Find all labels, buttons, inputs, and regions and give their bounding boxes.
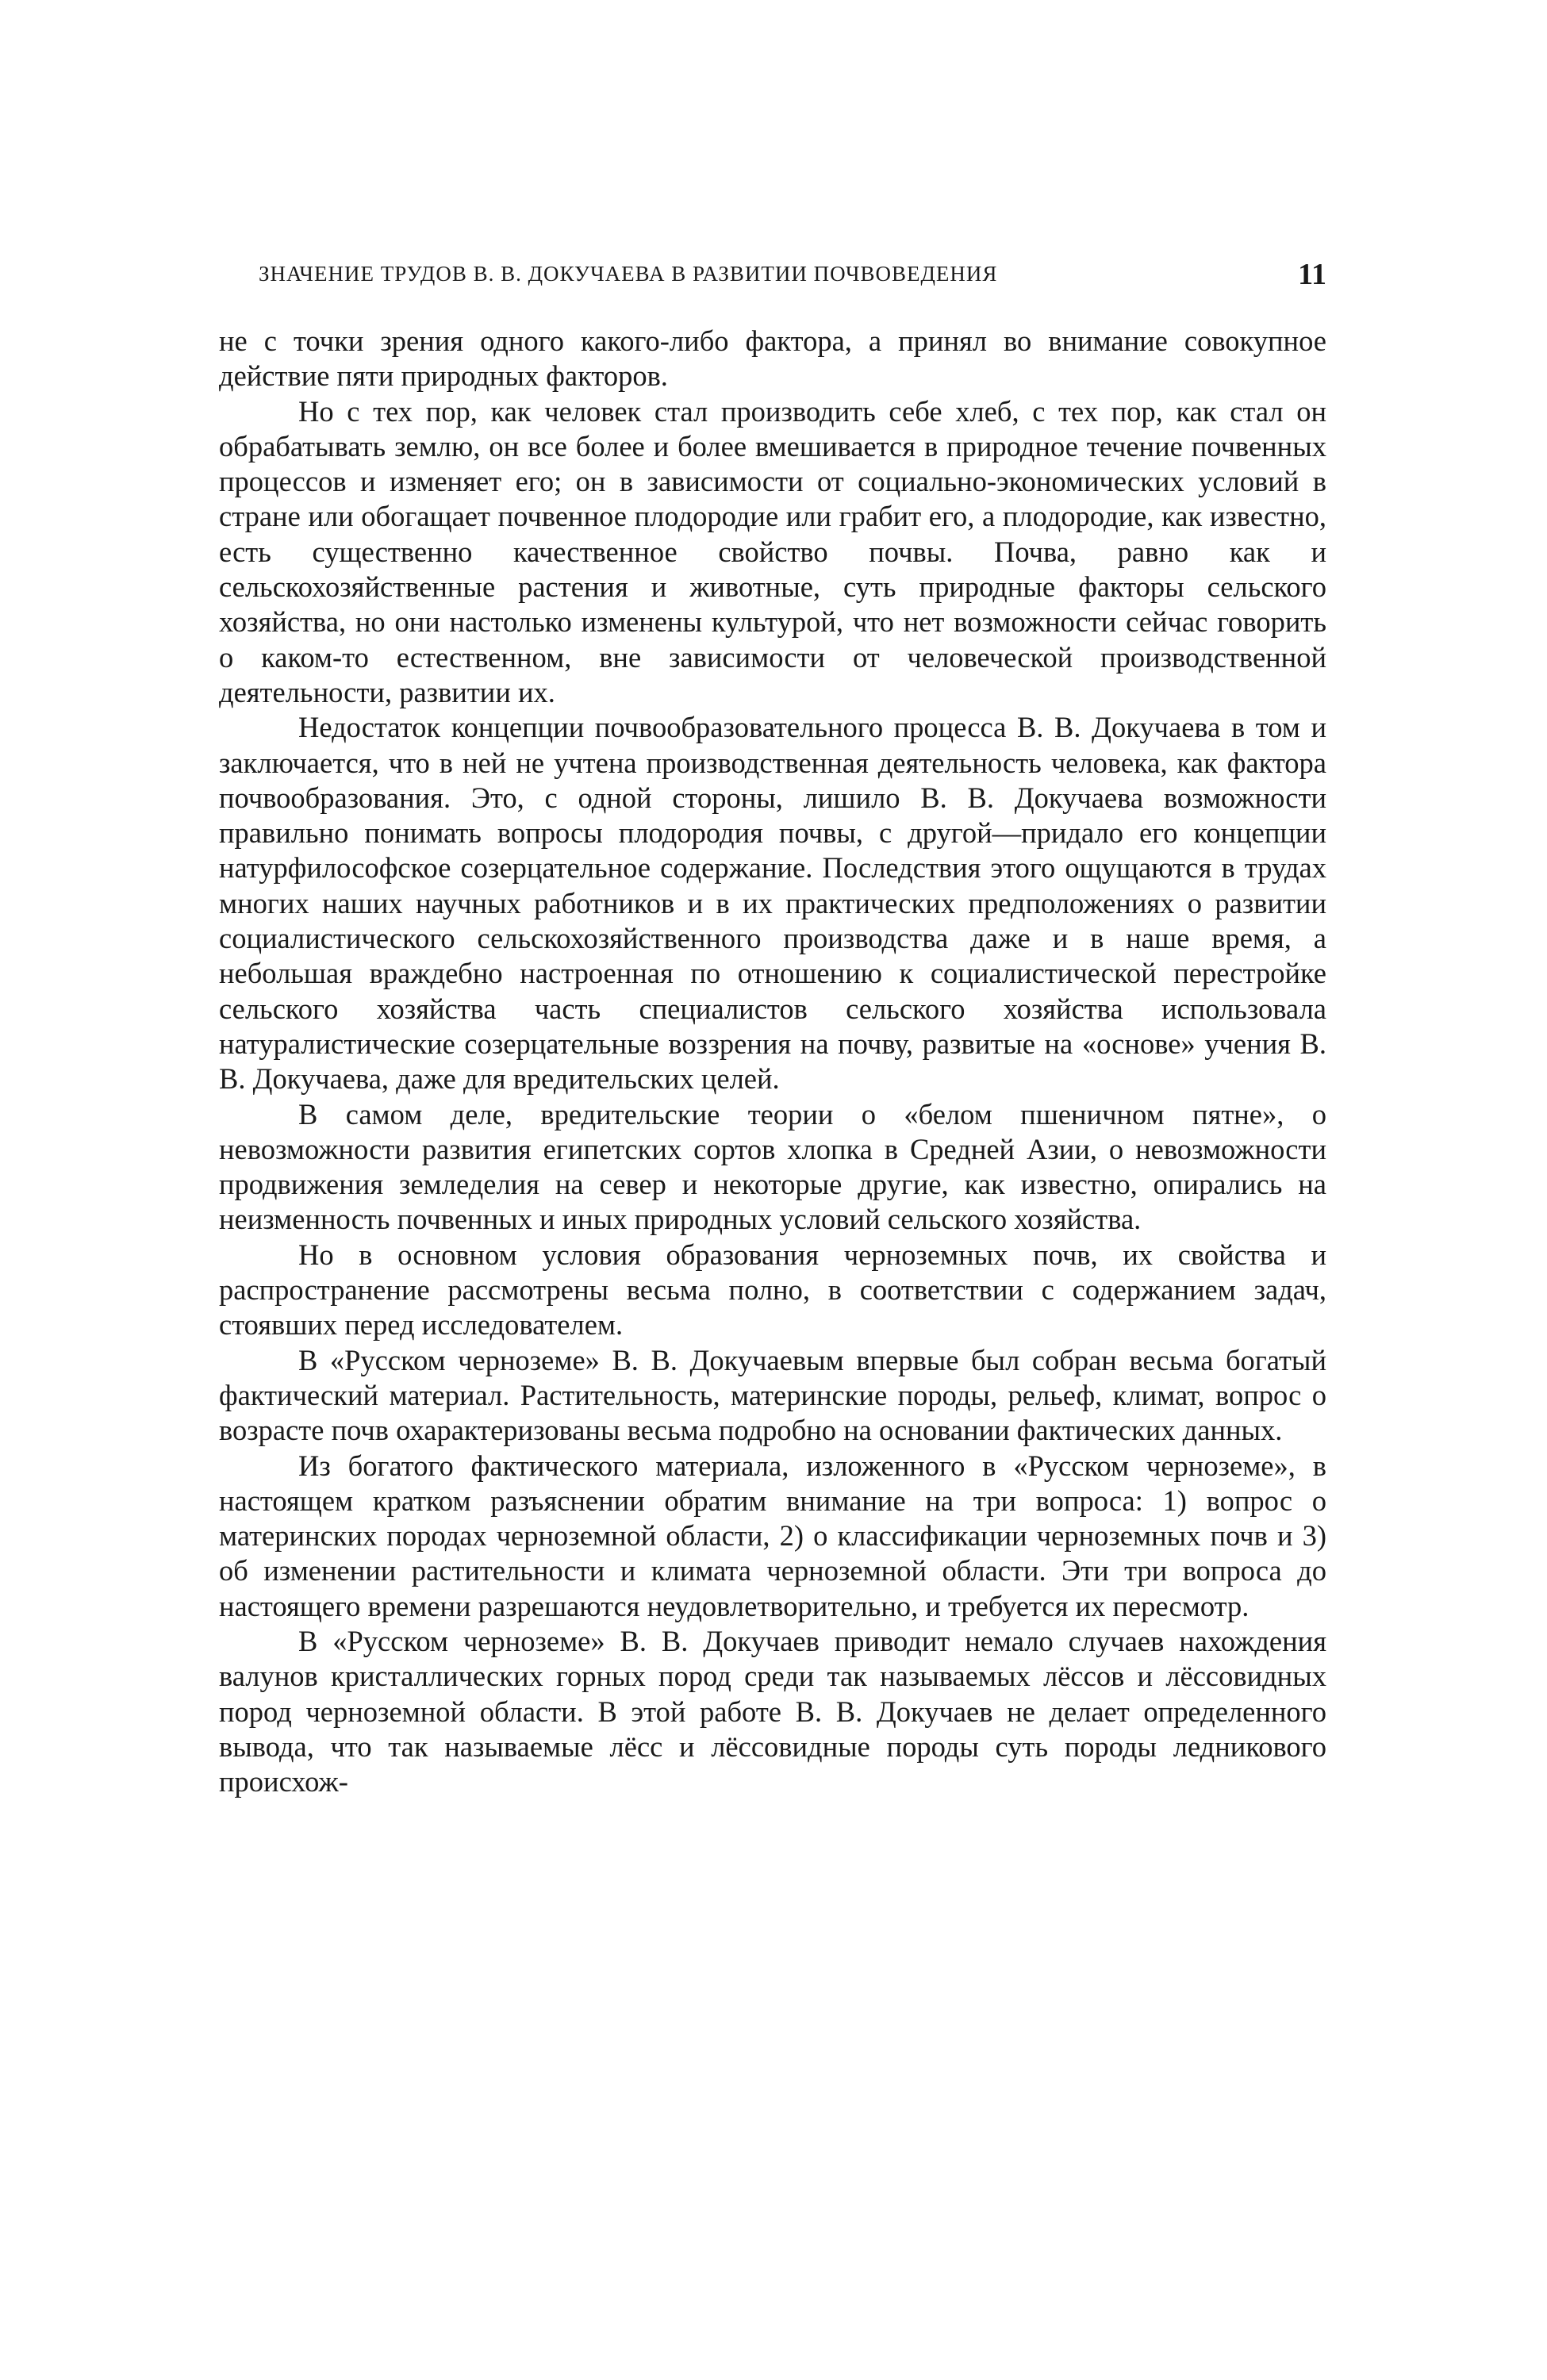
paragraph: Но в основном условия образования черноземных почв, их свойства и распространение рассмотрены весьма полно, в соответствии с содержанием задач, стоявших перед исследователем.: [219, 1238, 1326, 1342]
paragraph: Но с тех пор, как человек стал производить себе хлеб, с тех пор, как стал он обрабатывать землю, он все более и более вмешивается в природное течение почвенных процессов и изменяет его; он в зависимости от социально-экономических условий в стране или обогащает почвенное плодородие или грабит его, а плодородие, как известно, есть существенно качественное свойство почвы. Почва, равно как и сельскохозяйственные растения и животные, суть природные факторы сельского хозяйства, но они настолько изменены культурой, что нет возможности сейчас говорить о каком-то естественном, вне зависимости от человеческой производственной деятельности, развитии их.: [219, 394, 1326, 708]
page-number: 11: [1298, 258, 1326, 291]
paragraph: Из богатого фактического материала, изложенного в «Русском черноземе», в настоящем кратком разъяснении обратим внимание на три вопроса: 1) вопрос о материнских породах черноземной области, 2) о классификации черноземных почв и 3) об изменении растительности и климата черноземной области. Эти три вопроса до настоящего времени разрешаются неудовлетворительно, и требуется их пересмотр.: [219, 1449, 1326, 1622]
paragraph: В «Русском черноземе» В. В. Докучаевым впервые был собран весьма богатый фактический материал. Растительность, материнские породы, рельеф, климат, вопрос о возрасте почв охарактеризованы весьма подробно на основании фактических данных.: [219, 1343, 1326, 1447]
running-title: ЗНАЧЕНИЕ ТРУДОВ В. В. ДОКУЧАЕВА В РАЗВИТИИ ПОЧВОВЕДЕНИЯ: [259, 262, 998, 286]
paragraph-continuation: не с точки зрения одного какого-либо фактора, а принял во внимание совокупное действие пяти природных факторов.: [219, 324, 1326, 393]
paragraph: В самом деле, вредительские теории о «белом пшеничном пятне», о невозможности развития египетских сортов хлопка в Средней Азии, о невозможности продвижения земледелия на север и некоторые другие, как известно, опирались на неизменность почвенных и иных природных условий сельского хозяйства.: [219, 1097, 1326, 1236]
paragraph: Недостаток концепции почвообразовательного процесса В. В. Докучаева в том и заключается, что в ней не учтена производственная деятельность человека, как фактора почвообразования. Это, с одной стороны, лишило В. В. Докучаева возможности правильно понимать вопросы плодородия почвы, с другой—придало его концепции натурфилософское созерцательное содержание. Последствия этого ощущаются в трудах многих наших научных работников и в их практических предположениях о развитии социалистического сельскохозяйственного производства даже и в наше время, а небольшая враждебно настроенная по отношению к социалистической перестройке сельского хозяйства часть специалистов сельского хозяйства использовала натуралистические созерцательные воззрения на почву, развитые на «основе» учения В. В. Докучаева, даже для вредительских целей.: [219, 711, 1326, 1096]
body-text: [219, 324, 1326, 1799]
running-header: [219, 258, 1326, 297]
book-page: [219, 258, 1326, 1799]
paragraph: В «Русском черноземе» В. В. Докучаев приводит немало случаев нахождения валунов кристаллических горных пород среди так называемых лёссов и лёссовидных пород черноземной области. В этой работе В. В. Докучаев не делает определенного вывода, что так называемые лёсс и лёссовидные породы суть породы ледникового происхож-: [219, 1624, 1326, 1798]
